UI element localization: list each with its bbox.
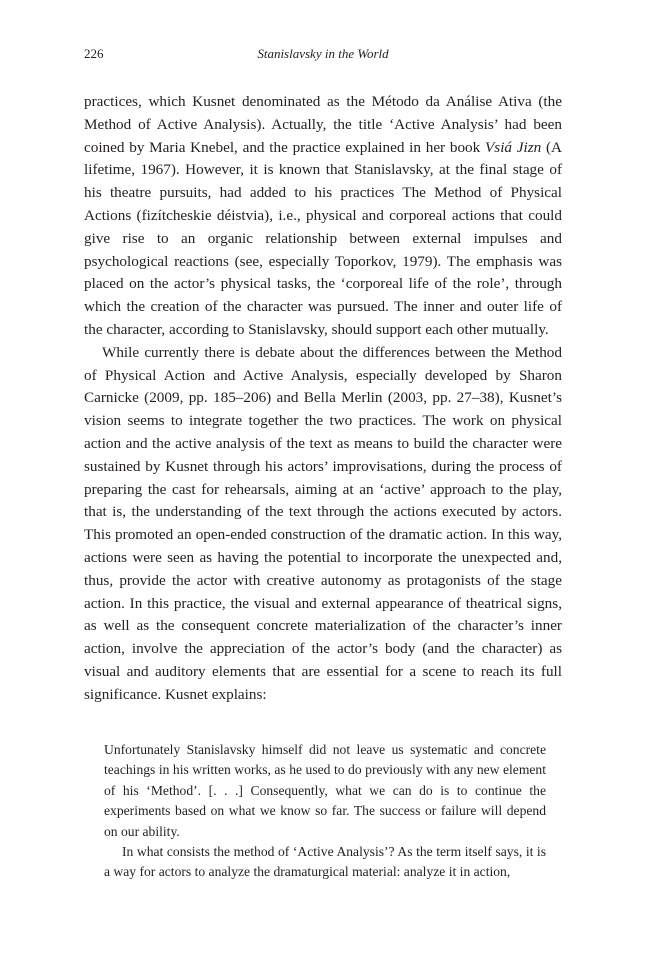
- body-text: [84, 91, 562, 707]
- book-title-italic: Vsiá Jizn: [485, 138, 542, 156]
- quote-paragraph-2: In what consists the method of ‘Active Analysis’? As the term itself says, it is a way for actors to analyze the dramaturgical material: analyze it in action,: [104, 844, 546, 880]
- block-quote: [104, 740, 546, 883]
- paragraph-1: [84, 91, 562, 342]
- running-head: Stanislavsky in the World: [257, 46, 389, 61]
- paragraph-2: While currently there is debate about the differences between the Method of Physical Action and Active Analysis, especially developed by Sharon Carnicke (2009, pp. 185–206) and Bella Merlin (2003, pp. 27–38), Kusnet’s vision seems to integrate together the two practices. The work on physical action and the active analysis of the text as means to build the character were sustained by Kusnet through his actors’ improvisations, during the process of preparing the cast for rehearsals, aiming at an ‘active’ approach to the play, that is, the understanding of the text through the actions executed by actors. This promoted an open-ended construction of the dramatic action. In this way, actions were seen as having the potential to incorporate the unexpected and, thus, provide the actor with creative autonomy as protagonists of the stage action. In this practice, the visual and external appearance of theatrical signs, as well as the consequent concrete materialization of the character’s inner action, involve the appreciation of the actor’s body (and the character) as visual and auditory elements that are essential for a scene to reach its full significance. Kusnet explains:: [84, 343, 562, 703]
- page-number: 226: [84, 46, 104, 61]
- paragraph-1-text: practices, which Kusnet denominated as the Método da Análise Ativa (the Method of Active Analysis). Actually, the title ‘Active Analysis’ had been coined by Maria Knebel, and the practice explained in her book: [84, 93, 562, 156]
- page-header: [84, 46, 562, 66]
- quote-paragraph-1: Unfortunately Stanislavsky himself did not leave us systematic and concrete teachings in his written works, as he used to do previously with any new element of his ‘Method’. [. . .] Consequently, what we can do is to continue the experiments based on what we know so far. The success or failure will depend on our ability.: [104, 742, 546, 839]
- paragraph-1-text-continued: (A lifetime, 1967). However, it is known that Stanislavsky, at the final stage of his theatre pursuits, had added to his practices The Method of Physical Actions (fizítcheskie déistvia), i.e., physical and corporeal actions that could give rise to an organic relationship between external impulses and psychological reactions (see, especially Toporkov, 1979). The emphasis was placed on the actor’s physical tasks, the ‘corporeal life of the role’, through which the creation of the character was pursued. The inner and outer life of the character, according to Stanislavsky, should support each other mutually.: [84, 138, 562, 338]
